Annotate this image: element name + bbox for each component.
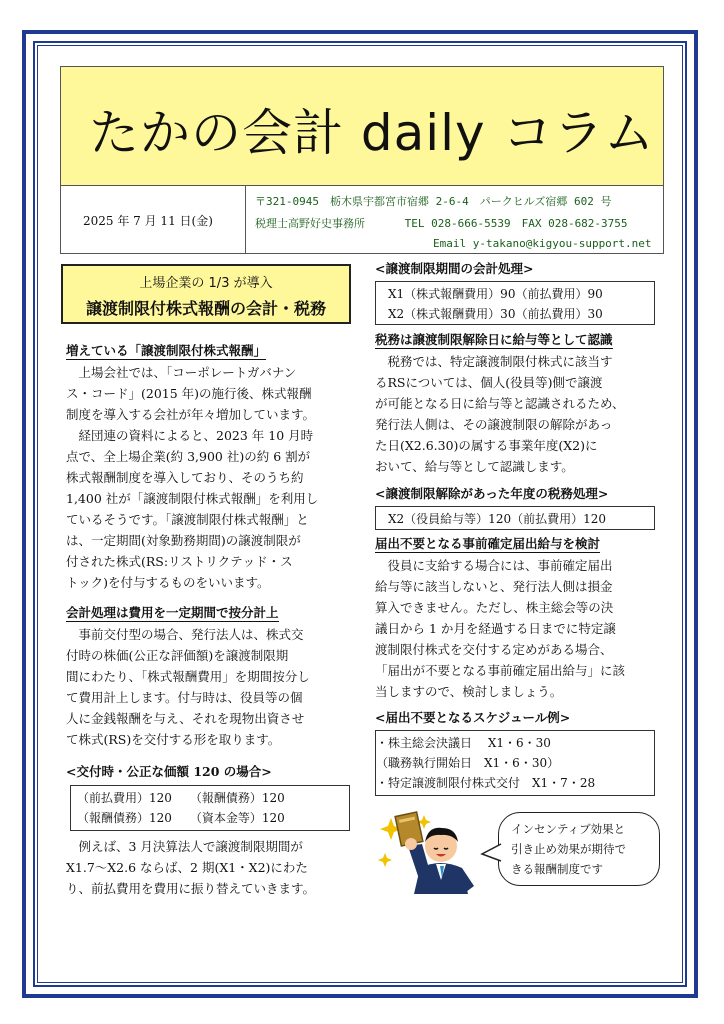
schedule-item: （職務執行開始日 X1・6・30） (376, 756, 560, 770)
text-line: 制度を導入する会社が年々増加しています。 (66, 407, 316, 422)
text-line: 算入できません。ただし、株主総会等の決 (375, 600, 614, 615)
bubble-line: 引き止め効果が期待で (511, 842, 626, 856)
text-line: 給与等に該当しないと、発行法人側は損金 (375, 579, 613, 594)
issue-date: 2025 年 7 月 11 日(金) (83, 214, 213, 228)
text-line: り、前払費用を費用に振り替えていきます。 (66, 881, 316, 896)
paragraph-accounting (66, 624, 356, 750)
page-title: たかの会計 daily コラム (89, 104, 656, 162)
text-line: 役員に支給する場合には、事前確定届出 (375, 558, 613, 573)
section-heading-tax-treatment: <譲渡制限解除があった年度の税務処理> (375, 486, 609, 501)
journal-entry: X2（役員給与等）120（前払費用）120 (376, 512, 606, 526)
text-line: 税務では、特定譲渡制限付株式に該当す (375, 354, 613, 369)
text-line: ス・コード」(2015 年)の施行後、株式報酬 (66, 386, 312, 401)
journal-entry: X2（株式報酬費用）30（前払費用）30 (376, 307, 603, 321)
text-line: るRSについては、個人(役員等)側で譲渡 (375, 375, 603, 390)
text-line: 例えば、3 月決算法人で譲渡制限期間が (66, 839, 303, 854)
section-heading-increasing: 増えている「譲渡制限付株式報酬」 (66, 343, 267, 358)
text-line: 付された株式(RS:リストリクテッド・ス (66, 554, 293, 569)
journal-entry: （前払費用）120 （報酬債務）120 (71, 791, 285, 805)
text-line: た日(X2.6.30)の属する事業年度(X2)に (375, 438, 598, 453)
text-line: ているそうです。「譲渡制限付株式報酬」と (66, 512, 309, 527)
header-divider (245, 185, 246, 254)
paragraph-example (66, 836, 356, 899)
text-line: 人に金銭報酬を与え、それを現物出資させ (66, 711, 305, 726)
title-banner (61, 67, 663, 186)
bubble-line: インセンティブ効果と (511, 822, 626, 836)
bubble-line: きる報酬制度です (511, 862, 603, 876)
text-line: 当しますので、検討しましょう。 (375, 684, 563, 699)
section-heading-accounting: 会計処理は費用を一定期間で按分計上 (66, 605, 279, 620)
paragraph-tax (375, 351, 665, 477)
text-line: て費用計上します。付与時は、役員等の個 (66, 690, 303, 705)
header (60, 66, 664, 254)
text-line: 株式報酬制度を導入しており、そのうち約 (66, 470, 304, 485)
paragraph-increasing (66, 362, 356, 593)
text-line: 議日から 1 か月を経過する日までに特定譲 (375, 621, 616, 636)
text-line: 渡制限付株式を交付する定めがある場合、 (375, 642, 613, 657)
schedule-item: ・株主総会決議日 X1・6・30 (376, 736, 551, 750)
text-line: 1,400 社が「譲渡制限付株式報酬」を利用し (66, 491, 319, 506)
schedule-box (375, 730, 655, 796)
office-email: Email y-takano@kigyou-support.net (433, 237, 652, 250)
section-heading-tax: 税務は譲渡制限解除日に給与等として認識 (375, 332, 613, 347)
text-line: 間にわたり、「株式報酬費用」を期間按分し (66, 669, 310, 684)
text-line: おいて、給与等として認識します。 (375, 459, 574, 474)
text-line: X1.7～X2.6 ならば、2 期(X1・X2)にわた (66, 860, 308, 875)
office-address: 〒321-0945 栃木県宇都宮市宿郷 2-6-4 パークヒルズ宿郷 602 号 (255, 195, 612, 208)
text-line: 上場会社では、「コーポレートガバナン (66, 365, 297, 380)
office-phone-fax: 税理士高野好史事務所 TEL 028-666-5539 FAX 028-682-3755 (255, 217, 628, 230)
text-line: 発行法人側は、その譲渡制限の解除があっ (375, 417, 613, 432)
section-heading-grant-example: <交付時・公正な価額 120 の場合> (66, 764, 272, 779)
journal-entry: （報酬債務）120 （資本金等）120 (71, 811, 285, 825)
schedule-item: ・特定譲渡制限付株式交付 X1・7・28 (376, 776, 596, 790)
text-line: て株式(RS)を交付する形を取ります。 (66, 732, 281, 747)
feature-subtitle: 上場企業の 1/3 が導入 (139, 276, 273, 291)
text-line: が可能となる日に給与等と認識されるため、 (375, 396, 625, 411)
text-line: 事前交付型の場合、発行法人は、株式交 (66, 627, 304, 642)
paragraph-advance-salary (375, 555, 665, 702)
journal-box-grant (70, 785, 350, 831)
section-heading-advance-salary: 届出不要となる事前確定届出給与を検討 (375, 536, 601, 551)
journal-box-restriction-period (375, 281, 655, 325)
journal-box-tax-treatment (375, 506, 655, 530)
section-heading-schedule: <届出不要となるスケジュール例> (375, 710, 571, 725)
journal-entry: X1（株式報酬費用）90（前払費用）90 (376, 287, 603, 301)
speech-bubble-tail (480, 842, 502, 864)
text-line: 付時の株価(公正な評価額)を譲渡制限期 (66, 648, 289, 663)
text-line: は、一定期間(対象勤務期間)の譲渡制限が (66, 533, 301, 548)
speech-bubble (498, 812, 660, 886)
text-line: 経団連の資料によると、2023 年 10 月時 (66, 428, 314, 443)
section-heading-restriction-period: <譲渡制限期間の会計処理> (375, 261, 534, 276)
text-line: 点で、全上場企業(約 3,900 社)の約 6 割が (66, 449, 311, 464)
text-line: トック)を付与するものをいいます。 (66, 575, 270, 590)
text-line: 「届出が不要となる事前確定届出給与」に該 (375, 663, 626, 678)
feature-title-box (61, 264, 351, 324)
businessman-illustration (378, 806, 486, 894)
feature-title: 譲渡制限付株式報酬の会計・税務 (85, 299, 326, 318)
